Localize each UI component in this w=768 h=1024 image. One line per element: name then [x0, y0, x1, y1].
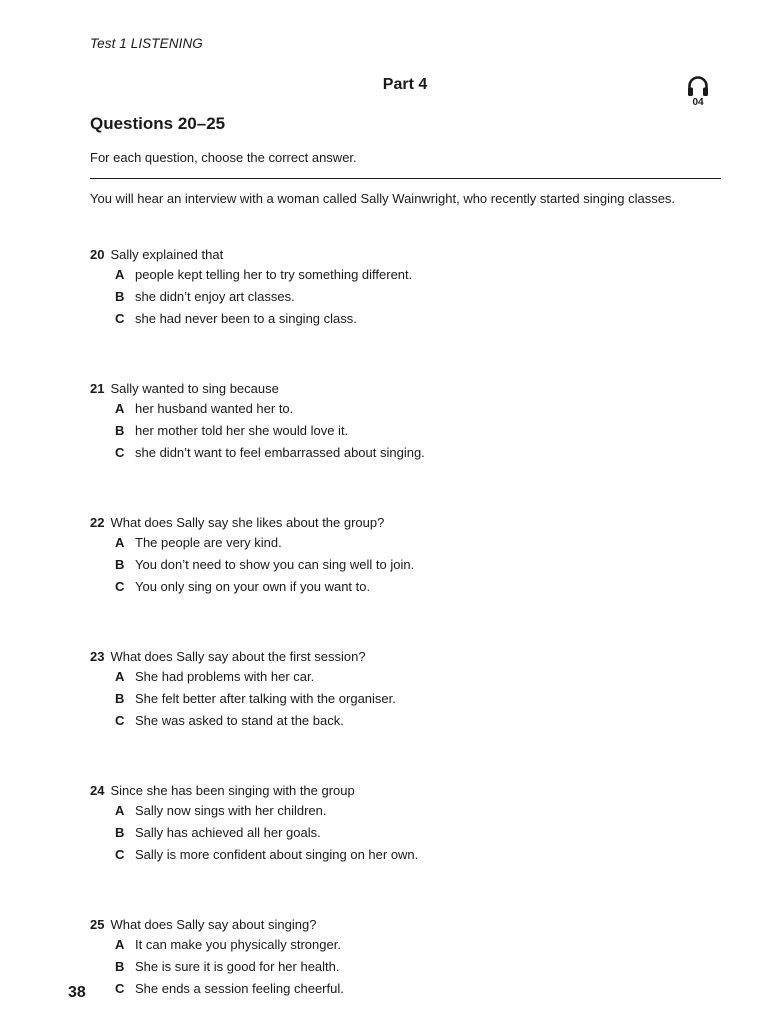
- option-text: she had never been to a singing class.: [135, 311, 357, 326]
- question-25: [90, 916, 710, 1000]
- answer-option-c[interactable]: [90, 442, 710, 464]
- option-letter: A: [115, 267, 125, 282]
- answer-option-a[interactable]: [90, 800, 710, 822]
- answer-option-b[interactable]: [90, 688, 710, 710]
- answer-option-c[interactable]: [90, 978, 710, 1000]
- question-number: 24: [90, 783, 105, 798]
- question-number: 25: [90, 917, 105, 932]
- option-text: Sally has achieved all her goals.: [135, 825, 321, 840]
- option-letter: C: [115, 311, 125, 326]
- option-text: The people are very kind.: [135, 535, 282, 550]
- option-letter: A: [115, 535, 125, 550]
- option-letter: B: [115, 423, 125, 438]
- answer-option-a[interactable]: [90, 666, 710, 688]
- answer-option-b[interactable]: [90, 956, 710, 978]
- question-22: [90, 514, 710, 598]
- option-text: She is sure it is good for her health.: [135, 959, 340, 974]
- option-text: It can make you physically stronger.: [135, 937, 341, 952]
- question-24: [90, 782, 710, 866]
- headphones-icon: [686, 74, 710, 98]
- option-text: She was asked to stand at the back.: [135, 713, 344, 728]
- option-letter: C: [115, 713, 125, 728]
- question-stem: [90, 782, 710, 800]
- question-list: [90, 246, 710, 1000]
- intro-text: You will hear an interview with a woman called Sally Wainwright, who recently started singing classes.: [90, 191, 676, 206]
- option-text: She ends a session feeling cheerful.: [135, 981, 344, 996]
- part-title: Part 4: [382, 76, 428, 93]
- audio-track-badge: [683, 74, 713, 108]
- option-text: she didn’t enjoy art classes.: [135, 289, 295, 304]
- option-letter: A: [115, 803, 125, 818]
- question-number: 23: [90, 649, 105, 664]
- option-text: her husband wanted her to.: [135, 401, 294, 416]
- option-letter: B: [115, 289, 125, 304]
- option-text: You don’t need to show you can sing well to join.: [135, 557, 415, 572]
- answer-option-b[interactable]: [90, 420, 710, 442]
- question-text: Since she has been singing with the group: [110, 783, 355, 798]
- question-stem: [90, 916, 710, 934]
- question-text: Sally wanted to sing because: [110, 381, 279, 396]
- option-text: She had problems with her car.: [135, 669, 315, 684]
- question-stem: [90, 246, 710, 264]
- track-number: 04: [692, 97, 704, 108]
- question-text: What does Sally say about singing?: [110, 917, 317, 932]
- question-range-heading: Questions 20–25: [90, 114, 226, 133]
- answer-option-a[interactable]: [90, 264, 710, 286]
- option-letter: A: [115, 937, 125, 952]
- answer-option-c[interactable]: [90, 710, 710, 732]
- option-text: people kept telling her to try something different.: [135, 267, 413, 282]
- instruction-text: For each question, choose the correct answer.: [90, 150, 357, 165]
- option-letter: C: [115, 847, 125, 862]
- option-text: her mother told her she would love it.: [135, 423, 349, 438]
- option-text: Sally is more confident about singing on her own.: [135, 847, 419, 862]
- answer-option-b[interactable]: [90, 822, 710, 844]
- option-letter: A: [115, 669, 125, 684]
- answer-option-b[interactable]: [90, 286, 710, 308]
- option-letter: A: [115, 401, 125, 416]
- option-letter: C: [115, 981, 125, 996]
- question-number: 20: [90, 247, 105, 262]
- answer-option-c[interactable]: [90, 308, 710, 330]
- question-stem: [90, 380, 710, 398]
- answer-option-c[interactable]: [90, 844, 710, 866]
- option-text: You only sing on your own if you want to.: [135, 579, 371, 594]
- question-number: 22: [90, 515, 105, 530]
- divider-rule: [90, 178, 721, 179]
- option-letter: B: [115, 825, 125, 840]
- page-number: 38: [68, 984, 86, 1001]
- answer-option-a[interactable]: [90, 398, 710, 420]
- option-letter: C: [115, 445, 125, 460]
- option-text: She felt better after talking with the organiser.: [135, 691, 396, 706]
- question-21: [90, 380, 710, 464]
- option-letter: B: [115, 557, 125, 572]
- option-text: she didn’t want to feel embarrassed about singing.: [135, 445, 425, 460]
- answer-option-c[interactable]: [90, 576, 710, 598]
- question-text: What does Sally say about the first session?: [110, 649, 366, 664]
- option-letter: B: [115, 691, 125, 706]
- option-text: Sally now sings with her children.: [135, 803, 327, 818]
- option-letter: B: [115, 959, 125, 974]
- answer-option-a[interactable]: [90, 934, 710, 956]
- question-text: What does Sally say she likes about the group?: [110, 515, 385, 530]
- running-head: Test 1 LISTENING: [90, 36, 203, 51]
- question-number: 21: [90, 381, 105, 396]
- answer-option-b[interactable]: [90, 554, 710, 576]
- question-text: Sally explained that: [110, 247, 224, 262]
- question-20: [90, 246, 710, 330]
- question-23: [90, 648, 710, 732]
- question-stem: [90, 648, 710, 666]
- question-stem: [90, 514, 710, 532]
- option-letter: C: [115, 579, 125, 594]
- answer-option-a[interactable]: [90, 532, 710, 554]
